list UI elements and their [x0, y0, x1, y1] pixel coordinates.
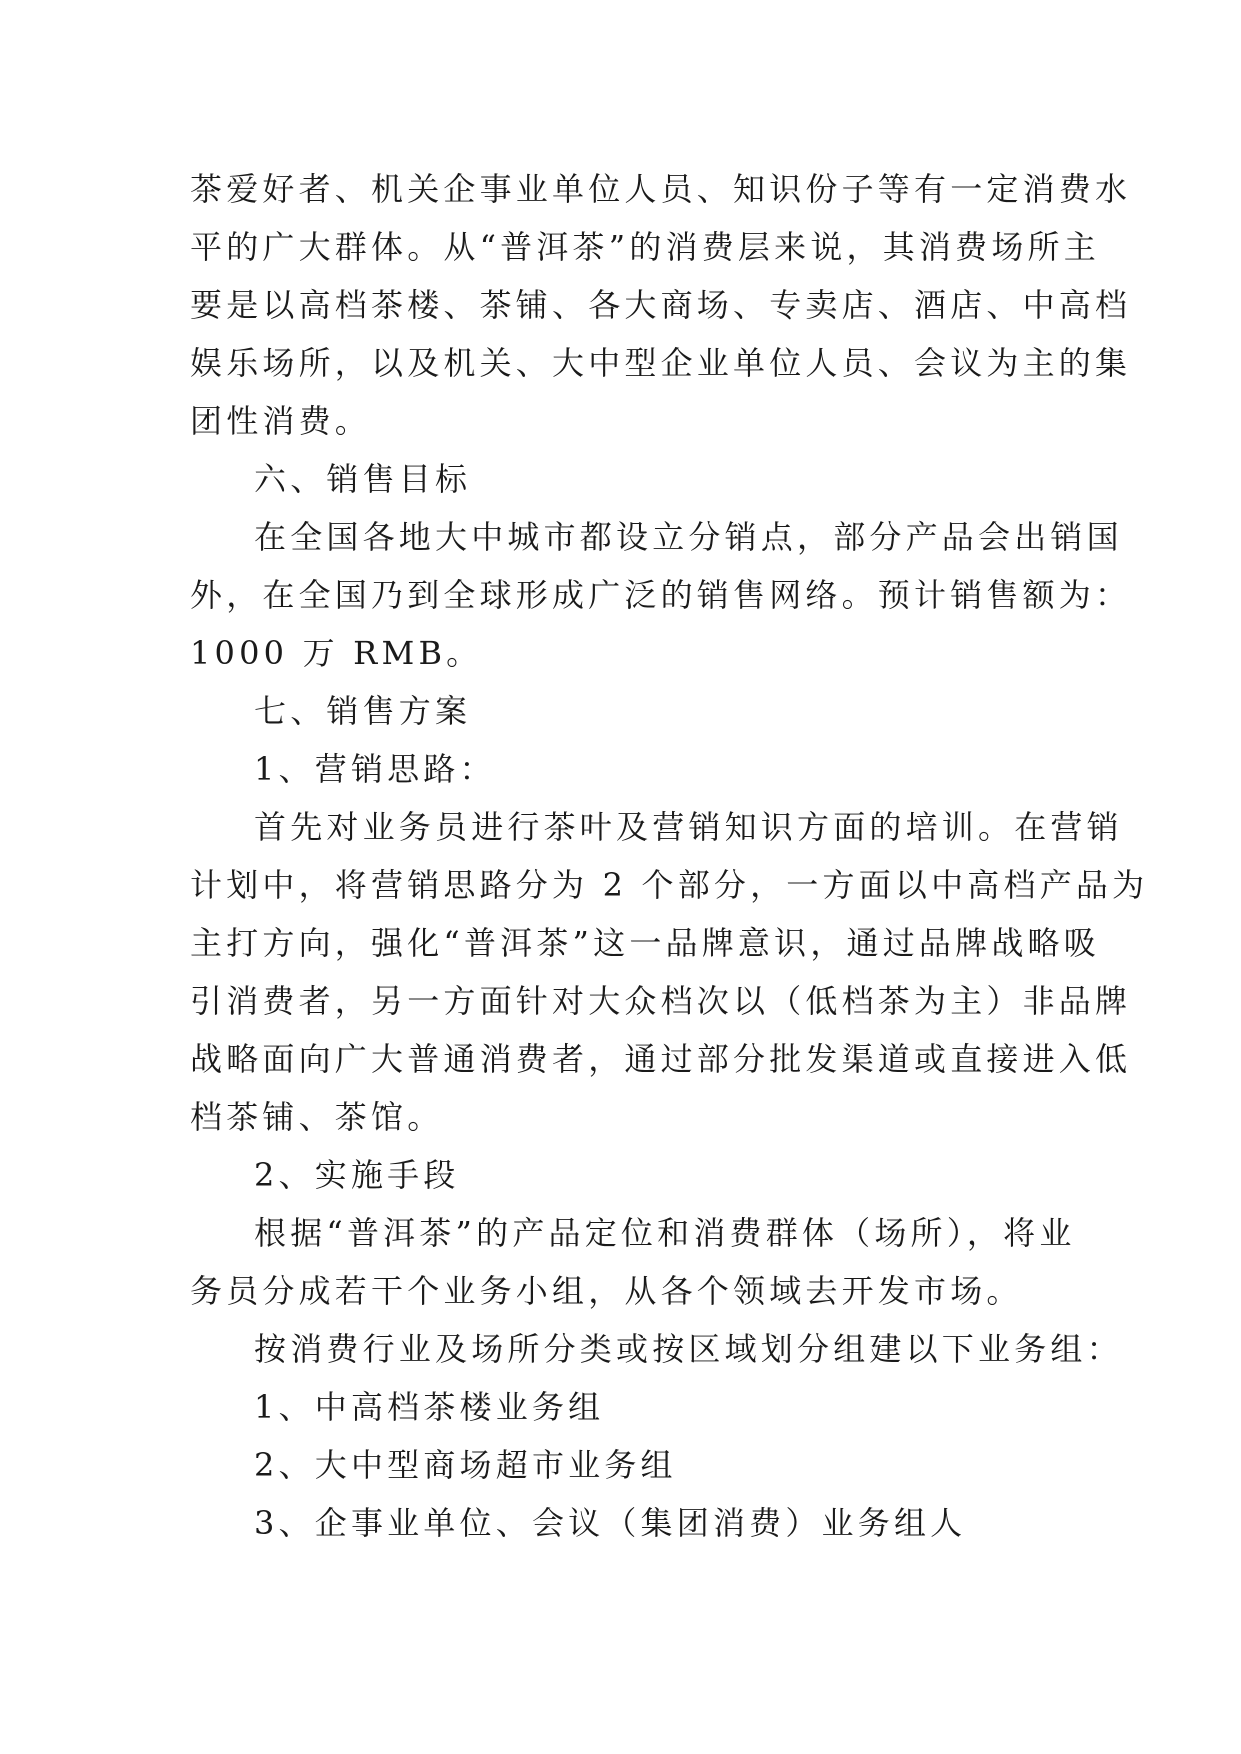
text-line: 按消费行业及场所分类或按区域划分组建以下业务组：: [254, 1330, 1123, 1368]
text-line: 引消费者，另一方面针对大众档次以（低档茶为主）非品牌: [190, 982, 1132, 1020]
text-line: 2、大中型商场超市业务组: [254, 1446, 677, 1484]
text-line: 七、销售方案: [254, 692, 472, 730]
text-line: 平的广大群体。从“普洱茶”的消费层来说，其消费场所主: [190, 228, 1100, 266]
text-line: 1000 万 RMB。: [190, 634, 483, 672]
text-line: 战略面向广大普通消费者，通过部分批发渠道或直接进入低: [190, 1040, 1132, 1078]
text-line: 1、中高档茶楼业务组: [254, 1388, 605, 1426]
text-line: 1、营销思路：: [254, 750, 496, 788]
text-line: 首先对业务员进行茶叶及营销知识方面的培训。在营销: [254, 808, 1123, 846]
text-line: 计划中，将营销思路分为 2 个部分，一方面以中高档产品为: [190, 866, 1149, 904]
text-line: 3、企事业单位、会议（集团消费）业务组人: [254, 1504, 967, 1542]
text-line: 2、实施手段: [254, 1156, 460, 1194]
text-line: 六、销售目标: [254, 460, 472, 498]
text-line: 主打方向，强化“普洱茶”这一品牌意识，通过品牌战略吸: [190, 924, 1100, 962]
text-line: 娱乐场所，以及机关、大中型企业单位人员、会议为主的集: [190, 344, 1132, 382]
text-line: 务员分成若干个业务小组，从各个领域去开发市场。: [190, 1272, 1023, 1310]
text-line: 团性消费。: [190, 402, 372, 440]
text-line: 要是以高档茶楼、茶铺、各大商场、专卖店、酒店、中高档: [190, 286, 1132, 324]
text-line: 外，在全国乃到全球形成广泛的销售网络。预计销售额为：: [190, 576, 1132, 614]
text-line: 档茶铺、茶馆。: [190, 1098, 444, 1136]
text-line: 根据“普洱茶”的产品定位和消费群体（场所），将业: [254, 1214, 1076, 1252]
document-body: [190, 160, 1149, 1552]
text-line: 在全国各地大中城市都设立分销点，部分产品会出销国: [254, 518, 1123, 556]
text-line: 茶爱好者、机关企事业单位人员、知识份子等有一定消费水: [190, 170, 1132, 208]
